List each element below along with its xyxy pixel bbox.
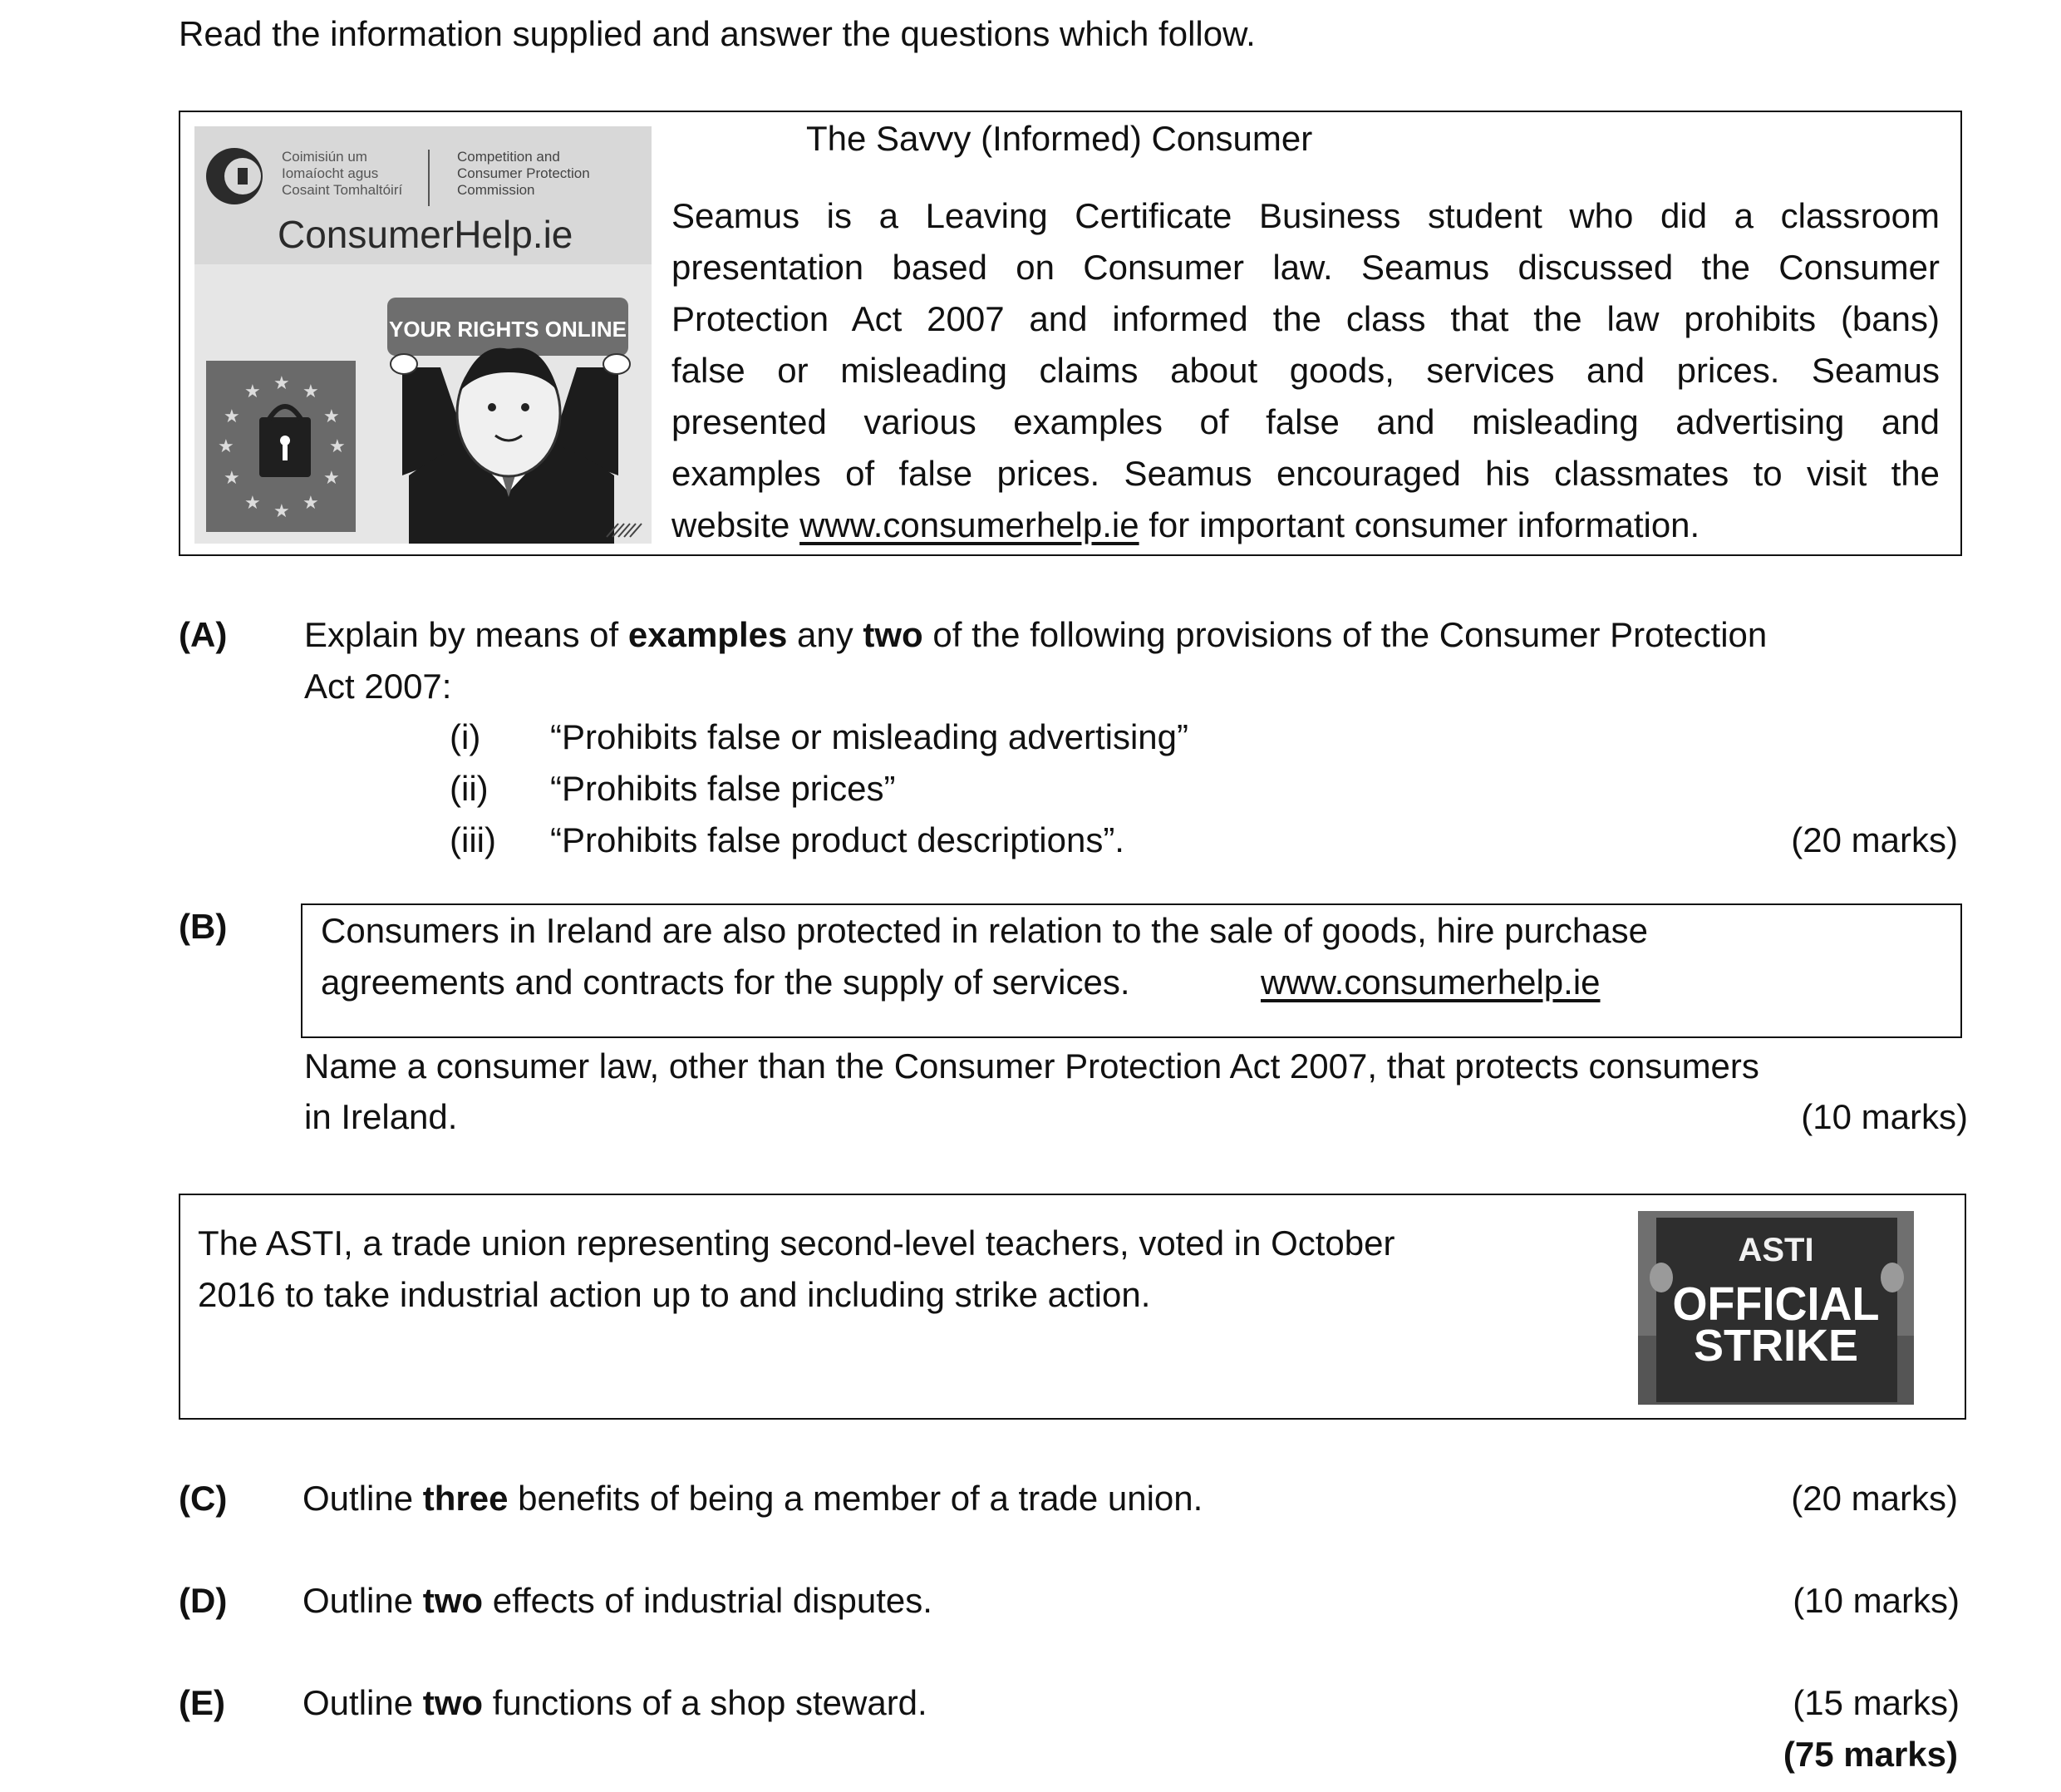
question-b-line-2: in Ireland. [304,1097,458,1136]
logo-brand-text: ConsumerHelp.ie [278,213,573,256]
case-line-5: presented various examples of false and misleading advertising and [671,402,1940,441]
question-b-label: (B) [179,907,228,946]
svg-text:★: ★ [329,436,346,457]
consumerhelp-logo-image [194,126,652,544]
case-title: The Savvy (Informed) Consumer [806,119,1313,158]
logo-irish-3: Cosaint Tomhaltóirí [282,182,403,198]
question-c-marks: (20 marks) [1791,1479,1958,1518]
total-marks: (75 marks) [1783,1735,1958,1774]
asti-strike-image [1638,1211,1914,1405]
intro-text: Read the information supplied and answer the questions which follow. [179,14,1256,53]
question-a-marks: (20 marks) [1791,820,1958,859]
asti-line-2: 2016 to take industrial action up to and including strike action. [198,1275,1151,1314]
asti-line-1: The ASTI, a trade union representing second-level teachers, voted in October [198,1223,1395,1263]
case-paragraph [671,190,1940,551]
case-line-2: presentation based on Consumer law. Seamus discussed the Consumer [671,248,1940,287]
case-line-4: false or misleading claims about goods, services and prices. Seamus [671,351,1940,390]
svg-text:★: ★ [273,373,290,394]
item-i-num: (i) [450,717,481,756]
logo-banner-text: YOUR RIGHTS ONLINE [388,317,627,342]
question-d-text: Outline two effects of industrial disputes. [303,1581,932,1620]
logo-irish-2: Iomaíocht agus [282,165,379,181]
question-b-link[interactable]: www.consumerhelp.ie [1261,962,1601,1002]
svg-text:★: ★ [323,406,340,427]
question-b-box-line-2: agreements and contracts for the supply of services. [321,962,1130,1002]
character-illustration [391,348,630,544]
svg-text:★: ★ [273,501,290,522]
eu-lock-icon [206,361,356,532]
asti-sign-mid: OFFICIAL [1672,1278,1880,1331]
item-iii-num: (iii) [450,820,496,859]
logo-english-2: Consumer Protection [457,165,590,181]
question-a-line-2: Act 2007: [304,667,452,706]
svg-text:★: ★ [244,382,261,402]
svg-text:★: ★ [218,436,234,457]
asti-sign-bottom: STRIKE [1693,1321,1859,1371]
question-a-line-1: Explain by means of examples any two of the following provisions of the Consumer Protection [304,615,1768,654]
svg-text:★: ★ [303,382,319,402]
logo-english-3: Commission [457,182,535,198]
item-i-text: “Prohibits false or misleading advertising” [550,717,1188,756]
question-b-marks: (10 marks) [1801,1097,1968,1136]
case-line-6: examples of false prices. Seamus encouraged his classmates to visit the [671,454,1940,493]
item-iii-text: “Prohibits false product descriptions”. [550,820,1124,859]
svg-text:★: ★ [323,468,340,489]
item-ii-text: “Prohibits false prices” [550,769,896,808]
question-e-marks: (15 marks) [1793,1683,1960,1722]
question-b-box-line-1: Consumers in Ireland are also protected in relation to the sale of goods, hire purchase [321,911,1648,950]
question-e-text: Outline two functions of a shop steward. [303,1683,927,1722]
case-line-3: Protection Act 2007 and informed the class that the law prohibits (bans) [671,299,1940,338]
question-c-label: (C) [179,1479,228,1518]
logo-english-1: Competition and [457,149,560,165]
question-d-marks: (10 marks) [1793,1581,1960,1620]
case-line-7: website www.consumerhelp.ie for important consumer information. [671,505,1700,544]
svg-text:★: ★ [244,493,261,514]
question-b-line-1: Name a consumer law, other than the Consumer Protection Act 2007, that protects consumers [304,1046,1759,1086]
svg-text:★: ★ [224,406,240,427]
case-line-1: Seamus is a Leaving Certificate Business student who did a classroom [671,196,1940,235]
asti-sign-top: ASTI [1738,1232,1814,1268]
question-e-label: (E) [179,1683,225,1722]
logo-irish-1: Coimisiún um [282,149,367,165]
item-ii-num: (ii) [450,769,489,808]
svg-text:★: ★ [224,468,240,489]
question-a-label: (A) [179,615,228,654]
question-d-label: (D) [179,1581,228,1620]
question-c-text: Outline three benefits of being a member of a trade union. [303,1479,1203,1518]
consumerhelp-link[interactable]: www.consumerhelp.ie [799,505,1139,544]
svg-text:★: ★ [303,493,319,514]
